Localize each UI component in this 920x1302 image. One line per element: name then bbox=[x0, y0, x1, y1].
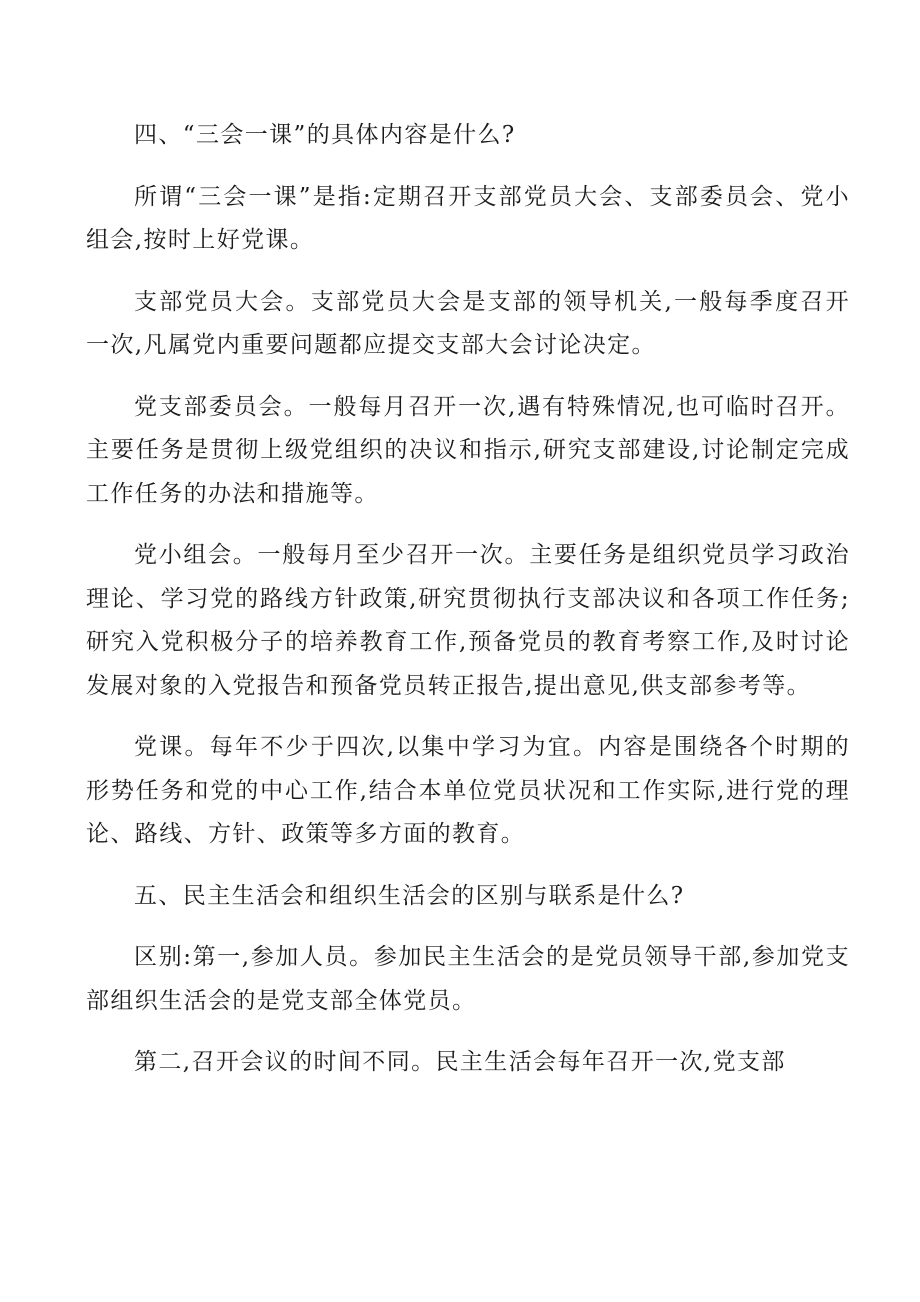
paragraph-difference-one: 区别:第一,参加人员。参加民主生活会的是党员领导干部,参加党支部组织生活会的是党支部全体党员。 bbox=[86, 944, 850, 1014]
paragraph-branch-committee: 党支部委员会。一般每月召开一次,遇有特殊情况,也可临时召开。主要任务是贯彻上级党组织的决议和指示,研究支部建设,讨论制定完成工作任务的办法和措施等。 bbox=[86, 393, 850, 507]
document-body bbox=[86, 114, 850, 1103]
paragraph-party-group-meeting: 党小组会。一般每月至少召开一次。主要任务是组织党员学习政治理论、学习党的路线方针政策,研究贯彻执行支部决议和各项工作任务;研究入党积极分子的培养教育工作,预备党员的教育考察工作,及时讨论发展对象的入党报告和预备党员转正报告,提出意见,供支部参考等。 bbox=[86, 542, 850, 699]
section-heading-five: 五、民主生活会和组织生活会的区别与联系是什么? bbox=[134, 882, 685, 909]
paragraph-difference-two: 第二,召开会议的时间不同。民主生活会每年召开一次,党支部 bbox=[134, 1049, 786, 1075]
paragraph-branch-general-meeting: 支部党员大会。支部党员大会是支部的领导机关,一般每季度召开一次,凡属党内重要问题都应提交支部大会讨论决定。 bbox=[86, 288, 850, 358]
paragraph-definition: 所谓“三会一课”是指:定期召开支部党员大会、支部委员会、党小组会,按时上好党课。 bbox=[86, 183, 850, 253]
section-heading-four: 四、“三会一课”的具体内容是什么? bbox=[134, 122, 516, 148]
paragraph-party-lecture: 党课。每年不少于四次,以集中学习为宜。内容是围绕各个时期的形势任务和党的中心工作,结合本单位党员状况和工作实际,进行党的理论、路线、方针、政策等多方面的教育。 bbox=[86, 734, 850, 847]
